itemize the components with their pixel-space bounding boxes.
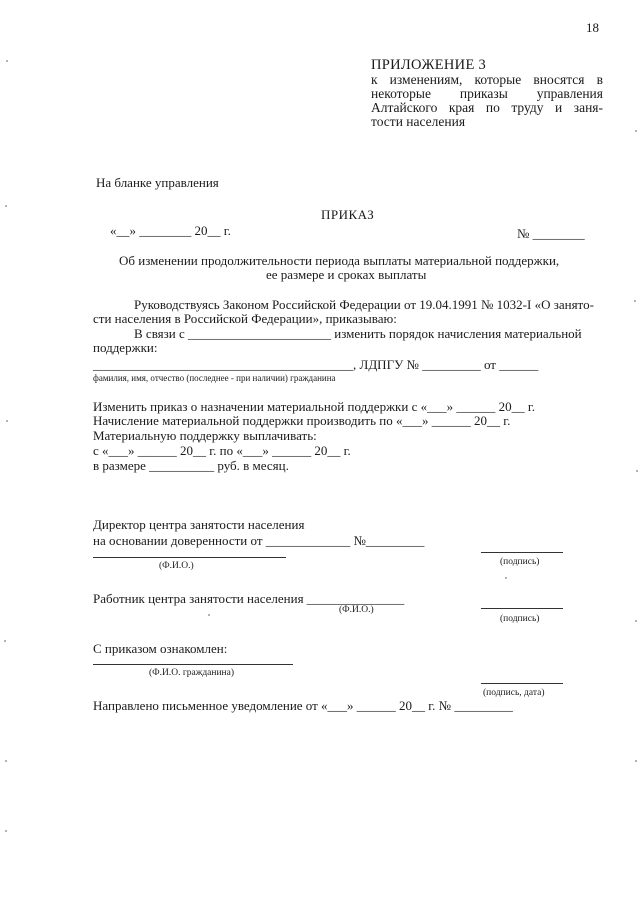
appendix-line-2: некоторые приказы управления bbox=[371, 86, 603, 101]
appendix-line-4: тости населения bbox=[371, 114, 466, 129]
instruction-line-1: Изменить приказ о назначении материальной поддержки с «___» ______ 20__ г. bbox=[93, 399, 535, 414]
worker-sign-caption: (подпись) bbox=[500, 614, 540, 624]
worker-fio-caption: (Ф.И.О.) bbox=[339, 605, 374, 615]
reason-line-2: поддержки: bbox=[93, 340, 158, 355]
citizen-signature-line bbox=[481, 683, 563, 684]
director-fio-line bbox=[93, 557, 286, 558]
director-fio-caption: (Ф.И.О.) bbox=[159, 561, 194, 571]
appendix-title: ПРИЛОЖЕНИЕ 3 bbox=[371, 57, 487, 73]
worker-signature-line bbox=[481, 608, 563, 609]
order-subject-line-2: ее размере и сроках выплаты bbox=[266, 267, 427, 282]
order-number: № ________ bbox=[517, 226, 585, 241]
preamble-line-2: сти населения в Российской Федерации», приказываю: bbox=[93, 311, 397, 326]
page-number: 18 bbox=[586, 20, 599, 35]
instruction-line-2: Начисление материальной поддержки производить по «___» ______ 20__ г. bbox=[93, 413, 511, 428]
order-title: ПРИКАЗ bbox=[321, 207, 375, 222]
preamble-line-1: Руководствуясь Законом Российской Федерации от 19.04.1991 № 1032-I «О занято- bbox=[134, 297, 594, 312]
director-signature-line bbox=[481, 552, 563, 553]
citizen-line: ________________________________________, ЛДПГУ № _________ от ______ bbox=[93, 357, 539, 372]
director-line-2: на основании доверенности от _____________ №_________ bbox=[93, 533, 425, 548]
notification-line: Направлено письменное уведомление от «___» ______ 20__ г. № _________ bbox=[93, 698, 513, 713]
instruction-line-3: Материальную поддержку выплачивать: bbox=[93, 428, 317, 443]
order-subject-line-1: Об изменении продолжительности периода выплаты материальной поддержки, bbox=[119, 253, 560, 268]
instruction-line-5: в размере __________ руб. в месяц. bbox=[93, 458, 289, 473]
letterhead-note: На бланке управления bbox=[96, 175, 219, 190]
citizen-caption: фамилия, имя, отчество (последнее - при наличии) гражданина bbox=[93, 373, 336, 383]
appendix-line-1: к изменениям, которые вносятся в bbox=[371, 72, 603, 87]
citizen-fio-caption: (Ф.И.О. гражданина) bbox=[149, 668, 234, 678]
instruction-line-4: с «___» ______ 20__ г. по «___» ______ 20__ г. bbox=[93, 443, 351, 458]
worker-line: Работник центра занятости населения _______________ bbox=[93, 591, 405, 606]
citizen-fio-line bbox=[93, 664, 293, 665]
order-date: «__» ________ 20__ г. bbox=[110, 223, 231, 238]
appendix-line-3: Алтайского края по труду и заня- bbox=[371, 100, 603, 115]
director-sign-caption: (подпись) bbox=[500, 557, 540, 567]
director-line-1: Директор центра занятости населения bbox=[93, 517, 305, 532]
acquainted-label: С приказом ознакомлен: bbox=[93, 641, 228, 656]
citizen-sign-caption: (подпись, дата) bbox=[483, 688, 545, 698]
reason-line-1: В связи с ______________________ изменить порядок начисления материальной bbox=[134, 326, 582, 341]
